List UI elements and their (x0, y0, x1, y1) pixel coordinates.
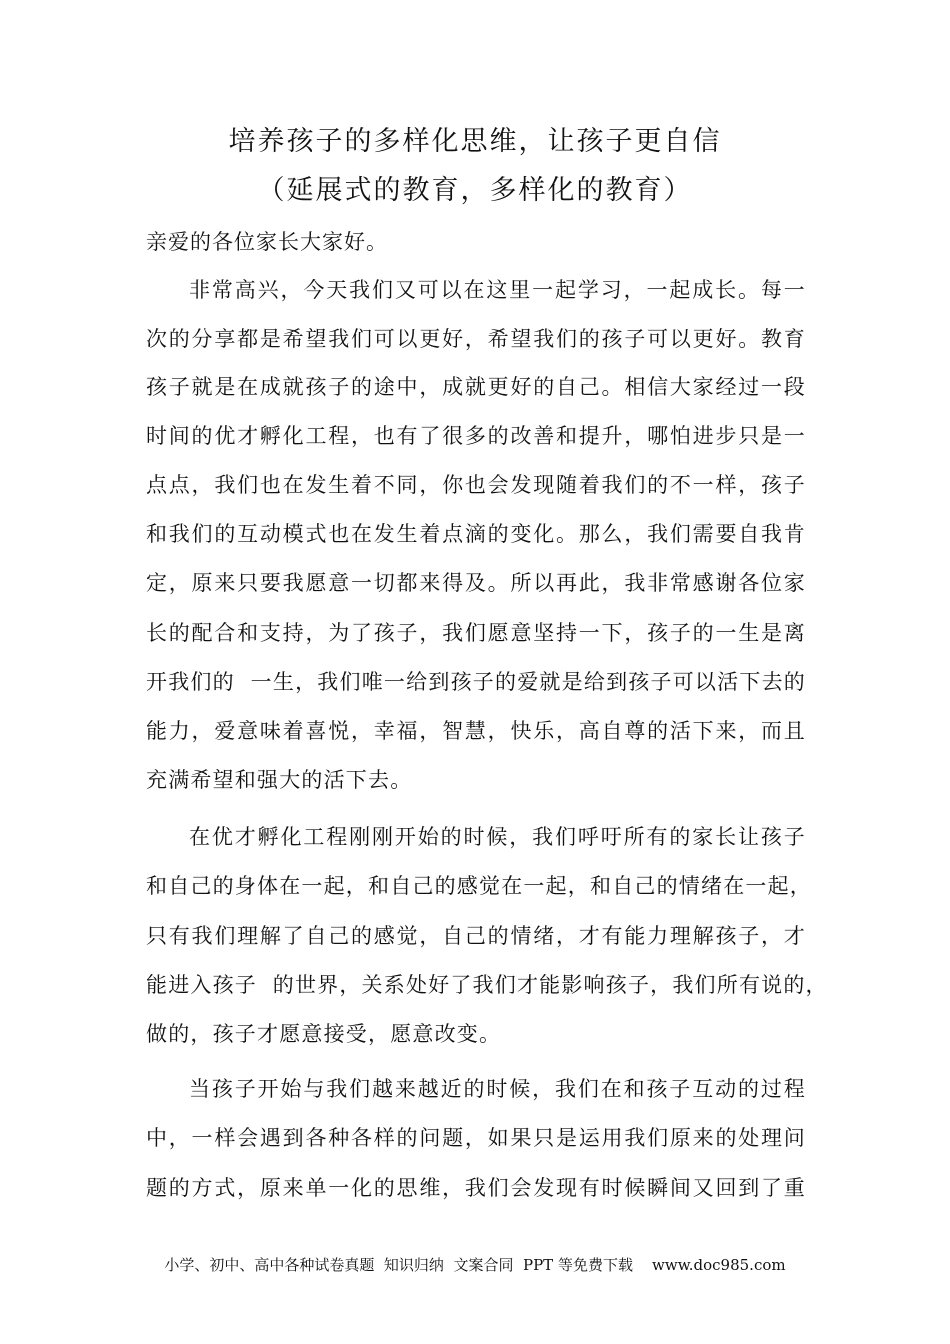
paragraph-line: 非常高兴，今天我们又可以在这里一起学习，一起成长。每一 (189, 278, 806, 302)
paragraph-line: 和我们的互动模式也在发生着点滴的变化。那么，我们需要自我肯 (146, 522, 806, 546)
paragraph-line: 能进入孩子 的世界，关系处好了我们才能影响孩子，我们所有说的， (146, 973, 828, 997)
paragraph-line: 中，一样会遇到各种各样的问题，如果只是运用我们原来的处理问 (146, 1126, 806, 1150)
paragraph-line: 点点，我们也在发生着不同，你也会发现随着我们的不一样，孩子 (146, 473, 806, 497)
paragraph-line: 时间的优才孵化工程，也有了很多的改善和提升，哪怕进步只是一 (146, 424, 806, 448)
paragraph-line: 和自己的身体在一起，和自己的感觉在一起，和自己的情绪在一起， (146, 874, 812, 898)
paragraph-line: 孩子就是在成就孩子的途中，成就更好的自己。相信大家经过一段 (146, 375, 806, 399)
paragraph-line: 长的配合和支持，为了孩子，我们愿意坚持一下，孩子的一生是离 (146, 621, 806, 645)
paragraph-line: 题的方式，原来单一化的思维，我们会发现有时候瞬间又回到了重 (146, 1176, 806, 1200)
page-footer: 小学、初中、高中各种试卷真题 知识归纳 文案合同 PPT 等免费下载 www.doc985.com (164, 1256, 786, 1274)
paragraph-line: 当孩子开始与我们越来越近的时候，我们在和孩子互动的过程 (189, 1077, 806, 1101)
paragraph-line: 次的分享都是希望我们可以更好，希望我们的孩子可以更好。教育 (146, 327, 806, 351)
paragraph-line: 只有我们理解了自己的感觉，自己的情绪，才有能力理解孩子，才 (146, 924, 806, 948)
document-title: 培养孩子的多样化思维，让孩子更自信 (228, 126, 722, 157)
paragraph-line: 定，原来只要我愿意一切都来得及。所以再此，我非常感谢各位家 (146, 571, 806, 595)
paragraph-line: 能力，爱意味着喜悦，幸福，智慧，快乐，高自尊的活下来，而且 (146, 719, 806, 743)
paragraph-line: 做的，孩子才愿意接受，愿意改变。 (146, 1022, 502, 1046)
paragraph-line: 开我们的 一生，我们唯一给到孩子的爱就是给到孩子可以活下去的 (146, 670, 806, 694)
document-subtitle: （延展式的教育，多样化的教育） (257, 175, 693, 206)
paragraph-line: 充满希望和强大的活下去。 (146, 768, 413, 792)
greeting-line: 亲爱的各位家长大家好。 (146, 230, 388, 254)
paragraph-line: 在优才孵化工程刚刚开始的时候，我们呼吁所有的家长让孩子 (189, 825, 806, 849)
